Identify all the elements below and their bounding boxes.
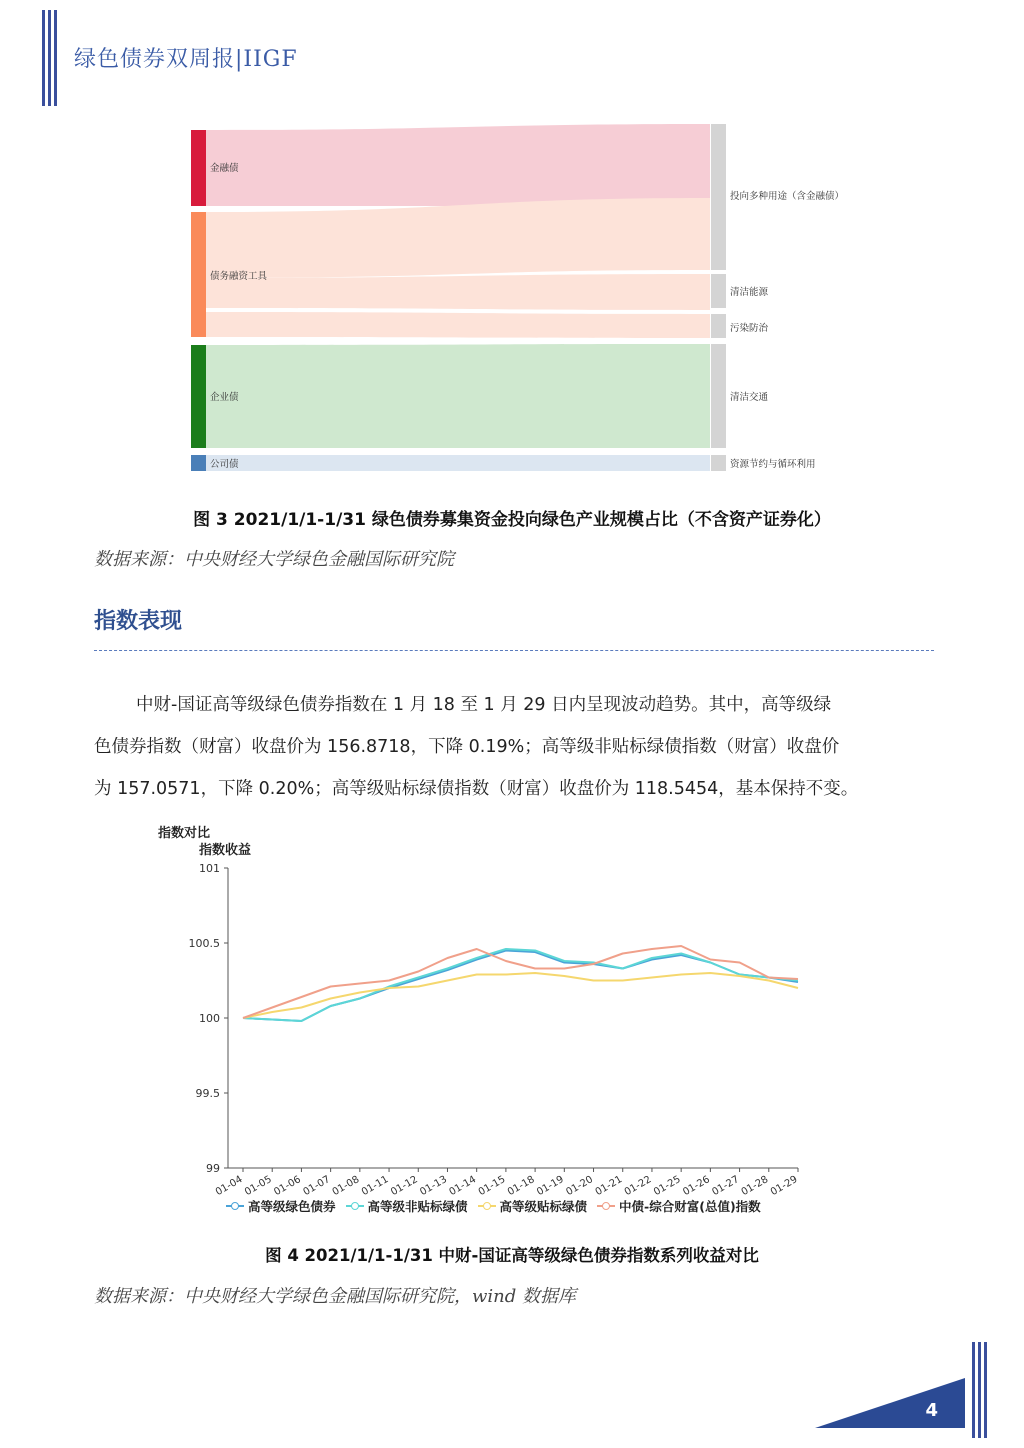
section-heading: 指数表现 bbox=[94, 609, 183, 634]
sankey-flow bbox=[206, 455, 710, 471]
x-tick-label: 01-25 bbox=[651, 1174, 683, 1199]
sankey-flow bbox=[206, 344, 710, 448]
x-tick-label: 01-22 bbox=[622, 1174, 654, 1199]
legend-swatch bbox=[226, 1201, 244, 1211]
sankey-source-label: 公司债 bbox=[210, 459, 239, 470]
y-tick-label: 101 bbox=[199, 862, 220, 875]
sankey-target-label: 污染防治 bbox=[730, 323, 769, 334]
sankey-source-label: 企业债 bbox=[210, 392, 239, 403]
footer-bar bbox=[984, 1342, 987, 1438]
sankey-node-target bbox=[711, 344, 726, 448]
sankey-flow bbox=[206, 274, 710, 310]
legend-item[interactable] bbox=[478, 1197, 588, 1215]
paragraph-line: 色债券指数（财富）收盘价为 156.8718，下降 0.19%；高等级非贴标绿债指数（财富）收盘价 bbox=[94, 737, 840, 757]
series-line bbox=[243, 951, 798, 1022]
sankey-node-source bbox=[191, 212, 206, 337]
sankey-source-label: 金融债 bbox=[210, 163, 239, 174]
x-tick-label: 01-07 bbox=[301, 1174, 333, 1199]
paragraph-line: 为 157.0571，下降 0.20%；高等级贴标绿债指数（财富）收盘价为 118.5454，基本保持不变。 bbox=[94, 779, 859, 799]
sankey-flow bbox=[206, 124, 710, 206]
legend-label: 高等级绿色债券 bbox=[248, 1199, 336, 1214]
figure3-source: 数据来源：中央财经大学绿色金融国际研究院 bbox=[94, 549, 454, 570]
x-tick-label: 01-15 bbox=[476, 1174, 508, 1199]
header-bar bbox=[48, 10, 51, 106]
sankey-flow bbox=[206, 198, 710, 278]
x-tick-label: 01-26 bbox=[681, 1174, 712, 1199]
sankey-node-target bbox=[711, 274, 726, 308]
x-tick-label: 01-18 bbox=[505, 1174, 537, 1199]
sankey-node-target bbox=[711, 124, 726, 270]
sankey-node-target bbox=[711, 455, 726, 471]
x-tick-label: 01-29 bbox=[768, 1174, 800, 1199]
legend-swatch bbox=[597, 1201, 615, 1211]
section-divider bbox=[94, 650, 934, 651]
legend-swatch bbox=[478, 1201, 496, 1211]
sankey-node-source bbox=[191, 130, 206, 206]
line-chart bbox=[150, 855, 830, 1200]
sankey-node-source bbox=[191, 345, 206, 448]
x-tick-label: 01-21 bbox=[593, 1174, 625, 1199]
legend-label: 高等级非贴标绿债 bbox=[367, 1199, 468, 1214]
x-tick-label: 01-20 bbox=[564, 1174, 596, 1199]
y-tick-label: 100.5 bbox=[188, 937, 220, 950]
footer-bar bbox=[978, 1342, 981, 1438]
sankey-flow bbox=[206, 312, 710, 338]
chart-title: 指数对比 bbox=[158, 826, 211, 841]
header-bar bbox=[42, 10, 45, 106]
y-tick-label: 99 bbox=[206, 1162, 220, 1175]
figure4-caption: 图 4 2021/1/1-1/31 中财-国证高等级绿色债券指数系列收益对比 bbox=[265, 1246, 759, 1265]
figure3-caption: 图 3 2021/1/1-1/31 绿色债券募集资金投向绿色产业规模占比（不含资产证券化） bbox=[193, 510, 831, 530]
sankey-target-label: 清洁能源 bbox=[730, 287, 769, 298]
x-tick-label: 01-06 bbox=[272, 1174, 303, 1199]
x-tick-label: 01-19 bbox=[535, 1174, 566, 1199]
sankey-node-target bbox=[711, 314, 726, 338]
x-tick-label: 01-13 bbox=[418, 1174, 449, 1199]
footer-bar bbox=[972, 1342, 975, 1438]
x-tick-label: 01-05 bbox=[243, 1174, 274, 1199]
sankey-target-label: 清洁交通 bbox=[730, 392, 769, 403]
x-tick-label: 01-12 bbox=[389, 1174, 420, 1199]
x-tick-label: 01-28 bbox=[739, 1174, 771, 1199]
legend-label: 中债-综合财富(总值)指数 bbox=[619, 1199, 761, 1214]
legend-swatch bbox=[346, 1201, 364, 1211]
sankey-target-label: 资源节约与循环利用 bbox=[730, 459, 816, 470]
sankey-source-label: 债务融资工具 bbox=[210, 271, 268, 282]
legend-label: 高等级贴标绿债 bbox=[499, 1199, 588, 1214]
body-paragraph bbox=[94, 684, 932, 810]
x-tick-label: 01-27 bbox=[710, 1174, 742, 1199]
header-title: 绿色债券双周报|IIGF bbox=[74, 47, 298, 72]
series-line bbox=[243, 973, 798, 1018]
figure4-source: 数据来源：中央财经大学绿色金融国际研究院，wind 数据库 bbox=[94, 1286, 576, 1307]
x-tick-label: 01-04 bbox=[213, 1174, 245, 1199]
legend-item[interactable] bbox=[346, 1197, 468, 1215]
paragraph-line: 中财-国证高等级绿色债券指数在 1 月 18 至 1 月 29 日内呈现波动趋势。其中，高等级绿 bbox=[136, 695, 832, 715]
y-tick-label: 99.5 bbox=[195, 1087, 220, 1100]
y-tick-label: 100 bbox=[199, 1012, 220, 1025]
chart-ylabel: 指数收益 bbox=[199, 843, 252, 858]
x-tick-label: 01-11 bbox=[359, 1174, 391, 1199]
footer-triangle bbox=[815, 1378, 970, 1430]
x-tick-label: 01-14 bbox=[447, 1174, 479, 1199]
header-bar bbox=[54, 10, 57, 106]
sankey-diagram bbox=[185, 118, 745, 478]
sankey-target-label: 投向多种用途（含金融债） bbox=[730, 191, 845, 202]
legend-item[interactable] bbox=[597, 1197, 761, 1215]
sankey-node-source bbox=[191, 455, 206, 471]
legend-item[interactable] bbox=[226, 1197, 336, 1215]
x-tick-label: 01-08 bbox=[330, 1174, 362, 1199]
chart-legend bbox=[226, 1197, 761, 1215]
page-number: 4 bbox=[925, 1400, 938, 1421]
